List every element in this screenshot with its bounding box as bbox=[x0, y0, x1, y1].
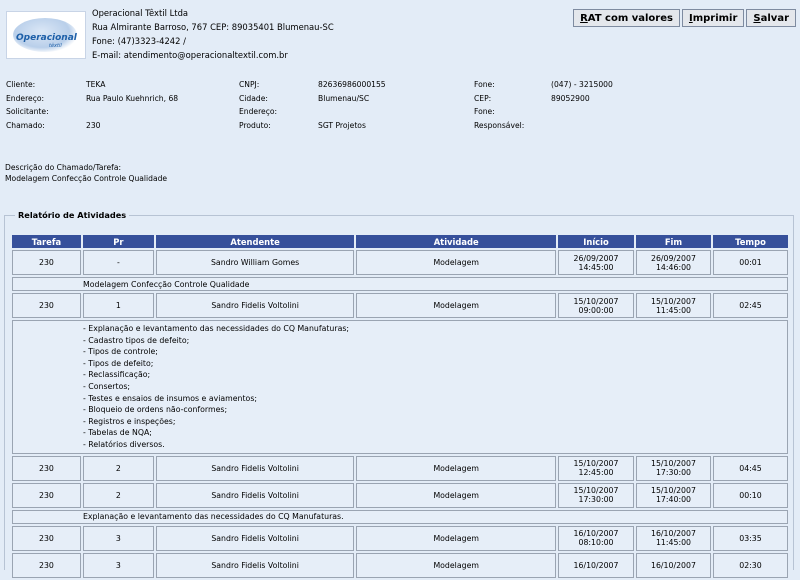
table-row bbox=[12, 250, 788, 275]
inicio-date: 15/10/2007 bbox=[573, 486, 619, 496]
save-rest: alvar bbox=[760, 12, 789, 24]
fim-date: 16/10/2007 bbox=[651, 560, 696, 570]
logo-subtext: têxtil bbox=[49, 43, 62, 49]
col2-labels-1: Cidade: bbox=[239, 93, 268, 103]
cell-fim bbox=[636, 483, 711, 508]
cell-tarefa: 230 bbox=[12, 293, 81, 318]
info-col3-values bbox=[551, 78, 613, 132]
column-header-tempo[interactable]: Tempo bbox=[713, 235, 788, 248]
inicio-time: 17:30:00 bbox=[578, 495, 614, 505]
col2-values-3: SGT Projetos bbox=[318, 120, 366, 130]
cell-fim bbox=[636, 250, 711, 275]
rat-accel: R bbox=[580, 12, 588, 24]
inicio-date: 26/09/2007 bbox=[573, 253, 619, 263]
activity-report-title: Relatório de Atividades bbox=[18, 210, 127, 220]
cell-atendente: Sandro William Gomes bbox=[156, 250, 355, 275]
company-address: Rua Almirante Barroso, 767 CEP: 89035401 Blumenau-SC bbox=[92, 22, 334, 32]
col1-values-3: 230 bbox=[86, 120, 101, 130]
cell-atendente: Sandro Fidelis Voltolini bbox=[156, 293, 355, 318]
fim-time: 17:30:00 bbox=[655, 468, 691, 478]
cell-fim bbox=[636, 293, 711, 318]
table-note-row bbox=[12, 320, 788, 454]
fim-date: 15/10/2007 bbox=[651, 459, 696, 469]
fim-date: 16/10/2007 bbox=[651, 529, 696, 539]
cell-atividade: Modelagem bbox=[356, 293, 556, 318]
table-note-row bbox=[12, 510, 788, 524]
table-row bbox=[12, 483, 788, 508]
inicio-date: 15/10/2007 bbox=[573, 296, 619, 306]
column-header-atendente[interactable]: Atendente bbox=[156, 235, 355, 248]
inicio-date: 15/10/2007 bbox=[573, 459, 619, 469]
cell-tempo: 04:45 bbox=[713, 456, 788, 481]
column-header-fim[interactable]: Fim bbox=[636, 235, 711, 248]
cell-tempo: 03:35 bbox=[713, 526, 788, 551]
note-line: - Tabelas de NQA; bbox=[83, 428, 152, 438]
note-line: - Tipos de controle; bbox=[83, 347, 158, 357]
inicio-time: 09:00:00 bbox=[578, 305, 614, 315]
col3-values-0: (047) - 3215000 bbox=[551, 80, 613, 89]
cell-tempo: 02:45 bbox=[713, 293, 788, 318]
note-line: - Explanação e levantamento das necessidades do CQ Manufaturas; bbox=[83, 324, 350, 333]
col3-values-2 bbox=[551, 105, 613, 119]
note-line: - Relatórios diversos. bbox=[83, 439, 165, 449]
fim-time: 11:45:00 bbox=[655, 538, 691, 548]
col3-values-3 bbox=[551, 119, 613, 133]
table-row bbox=[12, 293, 788, 318]
col2-values-1: Blumenau/SC bbox=[318, 93, 370, 103]
description-label: Descrição do Chamado/Tarefa: bbox=[5, 163, 122, 172]
note-cell: Explanação e levantamento das necessidades do CQ Manufaturas. bbox=[12, 510, 788, 524]
fim-time: 11:45:00 bbox=[655, 305, 691, 315]
cell-pr: 3 bbox=[83, 526, 154, 551]
cell-tempo: 02:30 bbox=[713, 553, 788, 578]
rat-com-valores-button[interactable] bbox=[573, 9, 680, 27]
table-row bbox=[12, 526, 788, 551]
cell-inicio bbox=[558, 483, 634, 508]
table-row bbox=[12, 553, 788, 578]
salvar-button[interactable] bbox=[746, 9, 796, 27]
note-cell: Modelagem Confecção Controle Qualidade bbox=[12, 277, 788, 291]
col2-values-2 bbox=[318, 105, 386, 119]
company-phone: Fone: (47)3323-4242 / bbox=[92, 36, 186, 46]
column-header-tarefa[interactable]: Tarefa bbox=[12, 235, 81, 248]
note-line: - Cadastro tipos de defeito; bbox=[83, 335, 190, 345]
header bbox=[0, 0, 800, 62]
note-line: - Testes e ensaios de insumos e aviamentos; bbox=[83, 393, 258, 403]
col1-labels-1: Endereço: bbox=[6, 93, 45, 103]
fim-date: 15/10/2007 bbox=[651, 296, 696, 306]
company-name: Operacional Têxtil Ltda bbox=[92, 8, 189, 18]
cell-atividade: Modelagem bbox=[356, 553, 556, 578]
cell-atividade: Modelagem bbox=[356, 483, 556, 508]
cell-pr: 2 bbox=[83, 483, 154, 508]
col3-labels-1: CEP: bbox=[474, 93, 492, 103]
cell-atendente: Sandro Fidelis Voltolini bbox=[156, 456, 355, 481]
col1-values-1: Rua Paulo Kuehnrich, 68 bbox=[86, 93, 179, 103]
info-col1-labels bbox=[6, 78, 49, 132]
table-header-row bbox=[12, 235, 788, 248]
col2-values-0: 82636986000155 bbox=[318, 80, 386, 89]
cell-atividade: Modelagem bbox=[356, 250, 556, 275]
cell-atendente: Sandro Fidelis Voltolini bbox=[156, 553, 355, 578]
cell-inicio bbox=[558, 293, 634, 318]
cell-pr: - bbox=[83, 250, 154, 275]
cell-fim bbox=[636, 526, 711, 551]
company-logo bbox=[6, 11, 86, 59]
cell-atendente: Sandro Fidelis Voltolini bbox=[156, 483, 355, 508]
col1-values-2 bbox=[86, 105, 178, 119]
fim-date: 15/10/2007 bbox=[651, 486, 696, 496]
logo-text: Operacional bbox=[16, 33, 77, 43]
column-header-atividade[interactable]: Atividade bbox=[356, 235, 556, 248]
cell-atividade: Modelagem bbox=[356, 456, 556, 481]
activity-table bbox=[10, 233, 790, 580]
col2-labels-0: CNPJ: bbox=[239, 80, 260, 89]
cell-tarefa: 230 bbox=[12, 483, 81, 508]
rat-rest: AT com valores bbox=[587, 12, 673, 24]
cell-tarefa: 230 bbox=[12, 250, 81, 275]
cell-pr: 1 bbox=[83, 293, 154, 318]
cell-tempo: 00:01 bbox=[713, 250, 788, 275]
table-body bbox=[12, 250, 788, 578]
cell-atendente: Sandro Fidelis Voltolini bbox=[156, 526, 355, 551]
cell-inicio bbox=[558, 250, 634, 275]
fim-date: 26/09/2007 bbox=[651, 253, 696, 263]
cell-pr: 3 bbox=[83, 553, 154, 578]
cell-tarefa: 230 bbox=[12, 526, 81, 551]
col1-labels-3: Chamado: bbox=[6, 120, 45, 130]
column-header-pr[interactable]: Pr bbox=[83, 235, 154, 248]
col1-values-0: TEKA bbox=[86, 80, 106, 89]
col1-labels-0: Cliente: bbox=[6, 80, 36, 89]
cell-tempo: 00:10 bbox=[713, 483, 788, 508]
col2-labels-3: Produto: bbox=[239, 120, 271, 130]
column-header-início[interactable]: Início bbox=[558, 235, 634, 248]
col3-labels-2: Fone: bbox=[474, 107, 495, 116]
cell-fim bbox=[636, 456, 711, 481]
activity-report bbox=[4, 210, 794, 570]
col3-labels-0: Fone: bbox=[474, 80, 495, 89]
description-section bbox=[5, 162, 167, 184]
cell-inicio bbox=[558, 553, 634, 578]
info-col2-labels bbox=[239, 78, 277, 132]
inicio-time: 12:45:00 bbox=[578, 468, 614, 478]
col1-labels-2: Solicitante: bbox=[6, 107, 49, 116]
description-text: Modelagem Confecção Controle Qualidade bbox=[5, 174, 168, 183]
info-col1-values bbox=[86, 78, 178, 132]
cell-inicio bbox=[558, 526, 634, 551]
note-line: - Bloqueio de ordens não-conformes; bbox=[83, 405, 228, 415]
note-cell bbox=[12, 320, 788, 454]
info-col3-labels bbox=[474, 78, 524, 132]
info-col2-values bbox=[318, 78, 386, 132]
note-line: - Reclassificação; bbox=[83, 370, 151, 380]
inicio-time: 08:10:00 bbox=[578, 538, 614, 548]
cell-tarefa: 230 bbox=[12, 553, 81, 578]
col3-values-1: 89052900 bbox=[551, 93, 590, 103]
col2-labels-2: Endereço: bbox=[239, 107, 278, 116]
inicio-time: 14:45:00 bbox=[578, 262, 614, 272]
note-line: - Tipos de defeito; bbox=[83, 358, 154, 368]
toolbar bbox=[573, 9, 796, 27]
table-row bbox=[12, 456, 788, 481]
cell-fim bbox=[636, 553, 711, 578]
col3-labels-3: Responsável: bbox=[474, 120, 525, 130]
note-line: - Registros e inspeções; bbox=[83, 416, 176, 426]
fim-time: 14:46:00 bbox=[655, 262, 691, 272]
cell-atividade: Modelagem bbox=[356, 526, 556, 551]
print-accel: I bbox=[688, 12, 693, 24]
cell-inicio bbox=[558, 456, 634, 481]
fim-time: 17:40:00 bbox=[655, 495, 691, 505]
save-accel: S bbox=[753, 12, 761, 24]
table-note-row bbox=[12, 277, 788, 291]
company-info bbox=[92, 6, 334, 62]
note-line: - Consertos; bbox=[83, 381, 131, 391]
company-email: E-mail: atendimento@operacionaltextil.com.br bbox=[92, 50, 288, 60]
inicio-date: 16/10/2007 bbox=[573, 560, 619, 570]
inicio-date: 16/10/2007 bbox=[573, 529, 619, 539]
cell-pr: 2 bbox=[83, 456, 154, 481]
imprimir-button[interactable] bbox=[682, 9, 744, 27]
print-rest: mprimir bbox=[692, 12, 738, 24]
cell-tarefa: 230 bbox=[12, 456, 81, 481]
